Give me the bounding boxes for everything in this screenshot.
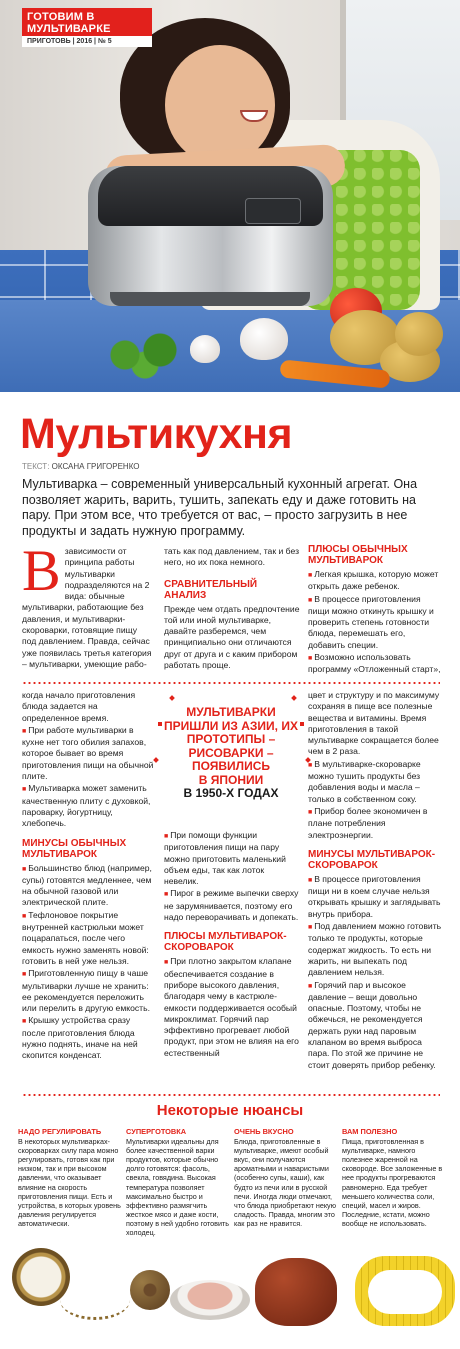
column-2-top	[164, 546, 300, 672]
subheading: ПЛЮСЫ МУЛЬТИВАРОК-СКОРОВАРОК	[164, 931, 287, 954]
bullet-item: ■ Прибор более экономичен в плане потребления электроэнергии.	[308, 806, 442, 841]
pull-quote	[160, 706, 302, 801]
paragraph: Прежде чем отдать предпочтение той или иной мультиварке, давайте разберемся, чем принципиально они отличаются друг от друга и с каким прибором работать проще.	[164, 603, 300, 671]
nuances-title: Некоторые нюансы	[156, 1102, 304, 1119]
subheading: МИНУСЫ ОБЫЧНЫХ МУЛЬТИВАРОК	[22, 837, 127, 860]
nuance-item	[18, 1127, 122, 1228]
column-3-top	[308, 544, 442, 677]
bullet-item: ■ Под давлением можно готовить только те продукты, которые содержат жидкость. То есть ни жарить, ни выпекать под давлением нельзя.	[308, 921, 442, 978]
section-tag	[22, 8, 152, 47]
dotted-divider	[22, 682, 440, 684]
bullet-item: ■ При плотно закрытом клапане обеспечивается создание в приборе высокого давления, благодаря чему в кастрюле-емкости поддерживается особый микроклимат. Горячий пар эффективно прогревает любой продукт, при этом не влияя на его естественный	[164, 956, 300, 1059]
byline-author: ОКСАНА ГРИГОРЕНКО	[51, 462, 140, 471]
subheading: ПЛЮСЫ ОБЫЧНЫХ МУЛЬТИВАРОК	[308, 544, 408, 566]
paragraph: тать как под давлением, так и без него, но их пока немного.	[164, 546, 300, 568]
paragraph: когда начало приготовления блюда задается на определенное время.	[22, 690, 136, 723]
byline	[22, 462, 140, 471]
lead-paragraph: Мультиварка – современный универсальный кухонный агрегат. Она позволяет жарить, варить, тушить, запекать еду и даже готовить на пару. При этом все, что требуется от вас, – просто загрузить в нее продукты и задать нужную программу.	[22, 477, 418, 538]
hero-photo	[0, 0, 460, 392]
multicooker-base	[110, 292, 310, 306]
subheading: МИНУСЫ МУЛЬТИВАРОК-СКОРОВАРОК	[308, 848, 436, 871]
watch-chain-icon	[60, 1280, 130, 1320]
bullet-item: ■ Приготовленную пищу в чаше мультиварки лучше не хранить: ее рекомендуется переложить или перелить в другую емкость.	[22, 968, 154, 1014]
clay-pot-icon	[255, 1258, 337, 1326]
nuance-text: В некоторых мультиварках-скороварках силу пара можно регулировать, готовя как при низком, так и при высоком давлении, что оказывает влияние на скорость приготовления пищи. Есть и устройства, в которых уровень давления регулируется автоматически.	[18, 1137, 121, 1228]
burst-mark	[158, 722, 162, 726]
dropcap: В	[22, 538, 61, 603]
bullet-item: ■ Возможно использовать программу «Отложенный старт»,	[308, 652, 442, 676]
column-1-top	[22, 538, 152, 671]
measuring-tape-inner	[368, 1270, 442, 1314]
nuance-item	[126, 1127, 230, 1237]
bullet-item: ■ При работе мультиварки в кухне нет того обилия запахов, которое бывает во время приготовления пищи на обычной плите.	[22, 725, 154, 782]
aspic-dish-icon	[170, 1280, 250, 1320]
bullet-item: ■ Пирог в режиме выпечки сверху не зарумянивается, поэтому его надо переворачивать и допекать.	[164, 888, 300, 923]
pull-quote-years-text: В 1950-Х ГОДАХ	[183, 786, 279, 800]
bullet-item: ■ При помощи функции приготовления пищи на пару можно приготовить маленький объем еды, так как лоток невелик.	[164, 830, 300, 887]
dotted-divider	[22, 1094, 440, 1096]
spice-icon	[130, 1270, 170, 1310]
bullet-item: ■ Мультиварка может заменить качественную плиту с духовкой, пароварку, йогуртницу, хлебопечь.	[22, 783, 154, 829]
nuance-text: Блюда, приготовленные в мультиварке, имеют особый вкус, они получаются ароматными и наваристыми (особенно супы, каши), как будто из печи или в русской печи. Иногда люди отмечают, что блюда приобретают некую сладость. Правда, многим это как раз не нравится.	[234, 1137, 337, 1228]
nuance-text: Мультиварки идеальны для более качественной варки продуктов, которые обычно долго готовятся: фасоль, свекла, говядина. Высокая температура позволяет максимально быстро и эффективно размягчить жесткое мясо и даже кости, поэтому в ней удобно готовить холодец.	[126, 1137, 230, 1238]
paragraph: зависимости от принципа работы мультиварки подразделяются на 2 вида: обычные мультиварки, работающие без давления, и мультиварки-скороварки, готовящие пищу под давлением. Правда, сейчас уже появилась третья категория – мультиварки, умеющие рабо-	[22, 546, 152, 669]
article-title: Мультикухня	[20, 410, 293, 458]
burst-mark	[169, 695, 175, 701]
paragraph: цвет и структуру и по максимуму сохраняя в пище все полезные вещества и витамины. Время приготовления в такой мультиварке сокращается более чем в 2 раза.	[308, 690, 440, 757]
multicooker-display	[245, 198, 301, 224]
subheading: СРАВНИТЕЛЬНЫЙ АНАЛИЗ	[164, 578, 258, 601]
nuance-heading: ОЧЕНЬ ВКУСНО	[234, 1127, 294, 1136]
bullet-item: ■ Большинство блюд (например, супы) готовятся медленнее, чем на обычной газовой или электрической плите.	[22, 863, 154, 909]
column-3-bottom	[308, 690, 442, 1072]
pull-quote-country: В ЯПОНИИ	[198, 772, 264, 787]
burst-mark	[153, 757, 159, 763]
bullet-item: ■ Легкая крышка, которую может открыть даже ребенок.	[308, 569, 442, 593]
section-name: ГОТОВИМ В МУЛЬТИВАРКЕ	[27, 11, 111, 35]
burst-mark	[300, 722, 304, 726]
garlic-image	[190, 335, 220, 363]
nuance-item	[234, 1127, 338, 1228]
pull-quote-line: МУЛЬТИВАРКИ ПРИШЛИ ИЗ АЗИИ, ИХ ПРОТОТИПЫ – РИСОВАРКИ – ПОЯВИЛИСЬ	[164, 705, 298, 773]
bullet-item: ■ В процессе приготовления пищи можно откинуть крышку и проверить степень готовности блюда, перемешать его, добавить специи.	[308, 594, 442, 651]
nuance-heading: НАДО РЕГУЛИРОВАТЬ	[18, 1127, 102, 1136]
bullet-item: ■ В мультиварке-скороварке можно тушить продукты без добавления воды и масла – только в собственном соку.	[308, 759, 442, 805]
column-1-bottom	[22, 690, 154, 1063]
bullet-item: ■ В процессе приготовления пищи ни в коем случае нельзя открывать крышку и заглядывать внутрь прибора.	[308, 874, 442, 920]
bullet-item: ■ Тефлоновое покрытие внутренней кастрюльки может поцарапаться, после чего емкость нужно заменять новой: готовить в ней уже нельзя.	[22, 910, 154, 967]
column-2-bottom	[164, 830, 300, 1060]
nuance-text: Пища, приготовленная в мультиварке, намного полезнее жаренной на сковороде. Все заложенные в нее продукты прогреваются равномерно. Еда требует меньшего количества соли, специй, масел и жиров. Последние, кстати, можно вообще не использовать.	[342, 1137, 443, 1228]
burst-mark	[291, 695, 297, 701]
potato-image	[395, 312, 443, 356]
bullet-item: ■ Крышку устройства сразу после приготовления блюда нужно поднять, иначе на ней скопится конденсат.	[22, 1015, 154, 1061]
photo-face	[165, 45, 275, 165]
bullet-item: ■ Горячий пар и высокое давление – вещи довольно опасные. Поэтому, чтобы не обжечься, не рекомендуется держать руки над паровым клапаном во время выброса пара. По этой же причине не стоит доверять прибор ребенку.	[308, 980, 442, 1071]
issue-info: ПРИГОТОВЬ | 2016 | № 5	[22, 36, 152, 47]
nuance-item	[342, 1127, 446, 1228]
herbs-image	[95, 330, 195, 380]
nuance-heading: СУПЕРГОТОВКА	[126, 1127, 187, 1136]
nuance-heading: ВАМ ПОЛЕЗНО	[342, 1127, 398, 1136]
byline-label: ТЕКСТ:	[22, 462, 50, 471]
garlic-image	[240, 318, 288, 360]
pull-quote-years	[160, 787, 302, 801]
